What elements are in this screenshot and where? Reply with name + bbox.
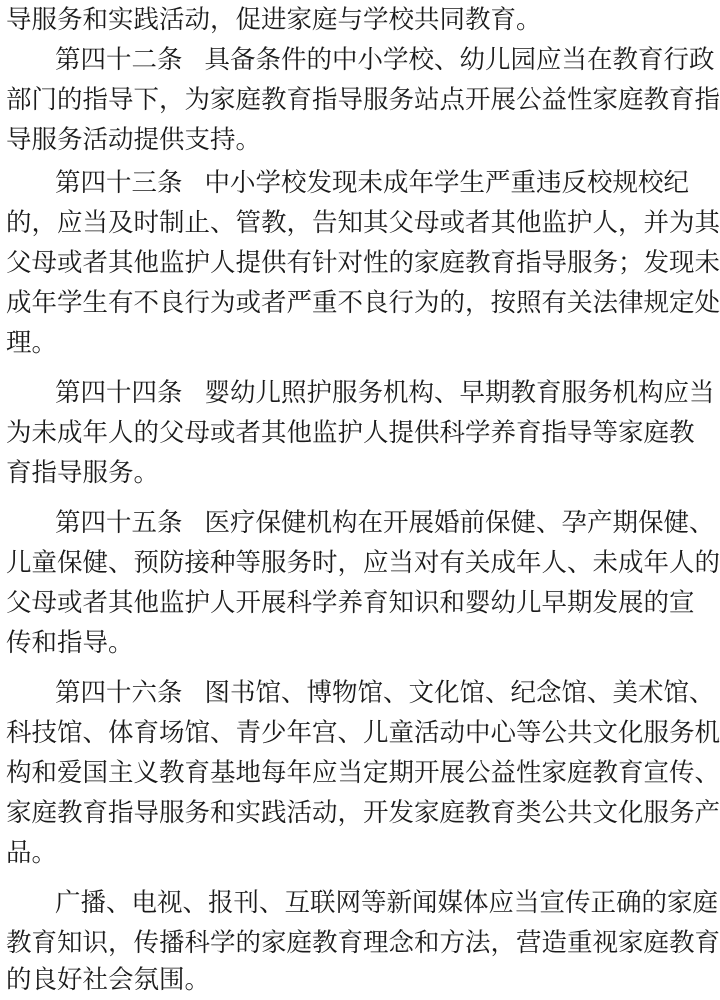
article-45-heading bbox=[0, 503, 715, 543]
article-44-heading bbox=[0, 373, 715, 413]
text-line bbox=[0, 283, 720, 323]
text-line bbox=[0, 960, 640, 1000]
line-text: 教育知识，传播科学的家庭教育理念和方法，营造重视家庭教育 bbox=[6, 928, 720, 958]
article-42-heading bbox=[0, 40, 715, 80]
line-text: 父母或者其他监护人开展科学养育知识和婴幼儿早期发展的宣 bbox=[6, 588, 695, 618]
line-text: 家庭教育指导服务和实践活动，开发家庭教育类公共文化服务产 bbox=[6, 798, 720, 828]
line-text: 成年学生有不良行为或者严重不良行为的，按照有关法律规定处 bbox=[6, 288, 720, 318]
text-line bbox=[0, 753, 720, 793]
article-43-heading bbox=[0, 163, 690, 203]
text-line bbox=[0, 713, 720, 753]
line-text: 图书馆、博物馆、文化馆、纪念馆、美术馆、 bbox=[204, 678, 715, 708]
article-number: 第四十三条 bbox=[55, 168, 183, 198]
line-text: 父母或者其他监护人提供有针对性的家庭教育指导服务；发现未 bbox=[6, 248, 720, 278]
article-46-heading bbox=[0, 673, 715, 713]
line-text: 为未成年人的父母或者其他监护人提供科学养育指导等家庭教 bbox=[6, 418, 695, 448]
line-text: 构和爱国主义教育基地每年应当定期开展公益性家庭教育宣传、 bbox=[6, 758, 720, 788]
line-text: 广播、电视、报刊、互联网等新闻媒体应当宣传正确的家庭 bbox=[55, 888, 719, 918]
text-line bbox=[0, 0, 640, 40]
text-line bbox=[0, 413, 695, 453]
text-line bbox=[0, 833, 640, 873]
text-line bbox=[0, 623, 640, 663]
text-line bbox=[0, 453, 640, 493]
paragraph-media-start bbox=[0, 883, 719, 923]
text-line bbox=[0, 793, 720, 833]
line-text: 医疗保健机构在开展婚前保健、孕产期保健、 bbox=[204, 508, 715, 538]
text-line bbox=[0, 543, 720, 583]
line-text: 品。 bbox=[6, 838, 58, 868]
line-text: 部门的指导下，为家庭教育指导服务站点开展公益性家庭教育指 bbox=[6, 85, 720, 115]
text-line bbox=[0, 583, 695, 623]
line-text: 导服务活动提供支持。 bbox=[6, 125, 262, 155]
article-number: 第四十六条 bbox=[55, 678, 183, 708]
text-line bbox=[0, 203, 720, 243]
article-number: 第四十五条 bbox=[55, 508, 183, 538]
line-text: 中小学校发现未成年学生严重违反校规校纪 bbox=[204, 168, 690, 198]
line-text: 具备条件的中小学校、幼儿园应当在教育行政 bbox=[204, 45, 715, 75]
text-line bbox=[0, 923, 720, 963]
line-text: 理。 bbox=[6, 328, 58, 358]
text-line bbox=[0, 120, 640, 160]
text-line bbox=[0, 243, 720, 283]
line-text: 儿童保健、预防接种等服务时，应当对有关成年人、未成年人的 bbox=[6, 548, 720, 578]
line-text: 传和指导。 bbox=[6, 628, 134, 658]
line-text: 导服务和实践活动，促进家庭与学校共同教育。 bbox=[6, 5, 542, 35]
text-line bbox=[0, 80, 720, 120]
text-line bbox=[0, 323, 640, 363]
line-text: 科技馆、体育场馆、青少年宫、儿童活动中心等公共文化服务机 bbox=[6, 718, 720, 748]
article-number: 第四十二条 bbox=[55, 45, 183, 75]
line-text: 的良好社会氛围。 bbox=[6, 965, 211, 995]
line-text: 的，应当及时制止、管教，告知其父母或者其他监护人，并为其 bbox=[6, 208, 720, 238]
line-text: 婴幼儿照护服务机构、早期教育服务机构应当 bbox=[204, 378, 715, 408]
line-text: 育指导服务。 bbox=[6, 458, 160, 488]
article-number: 第四十四条 bbox=[55, 378, 183, 408]
